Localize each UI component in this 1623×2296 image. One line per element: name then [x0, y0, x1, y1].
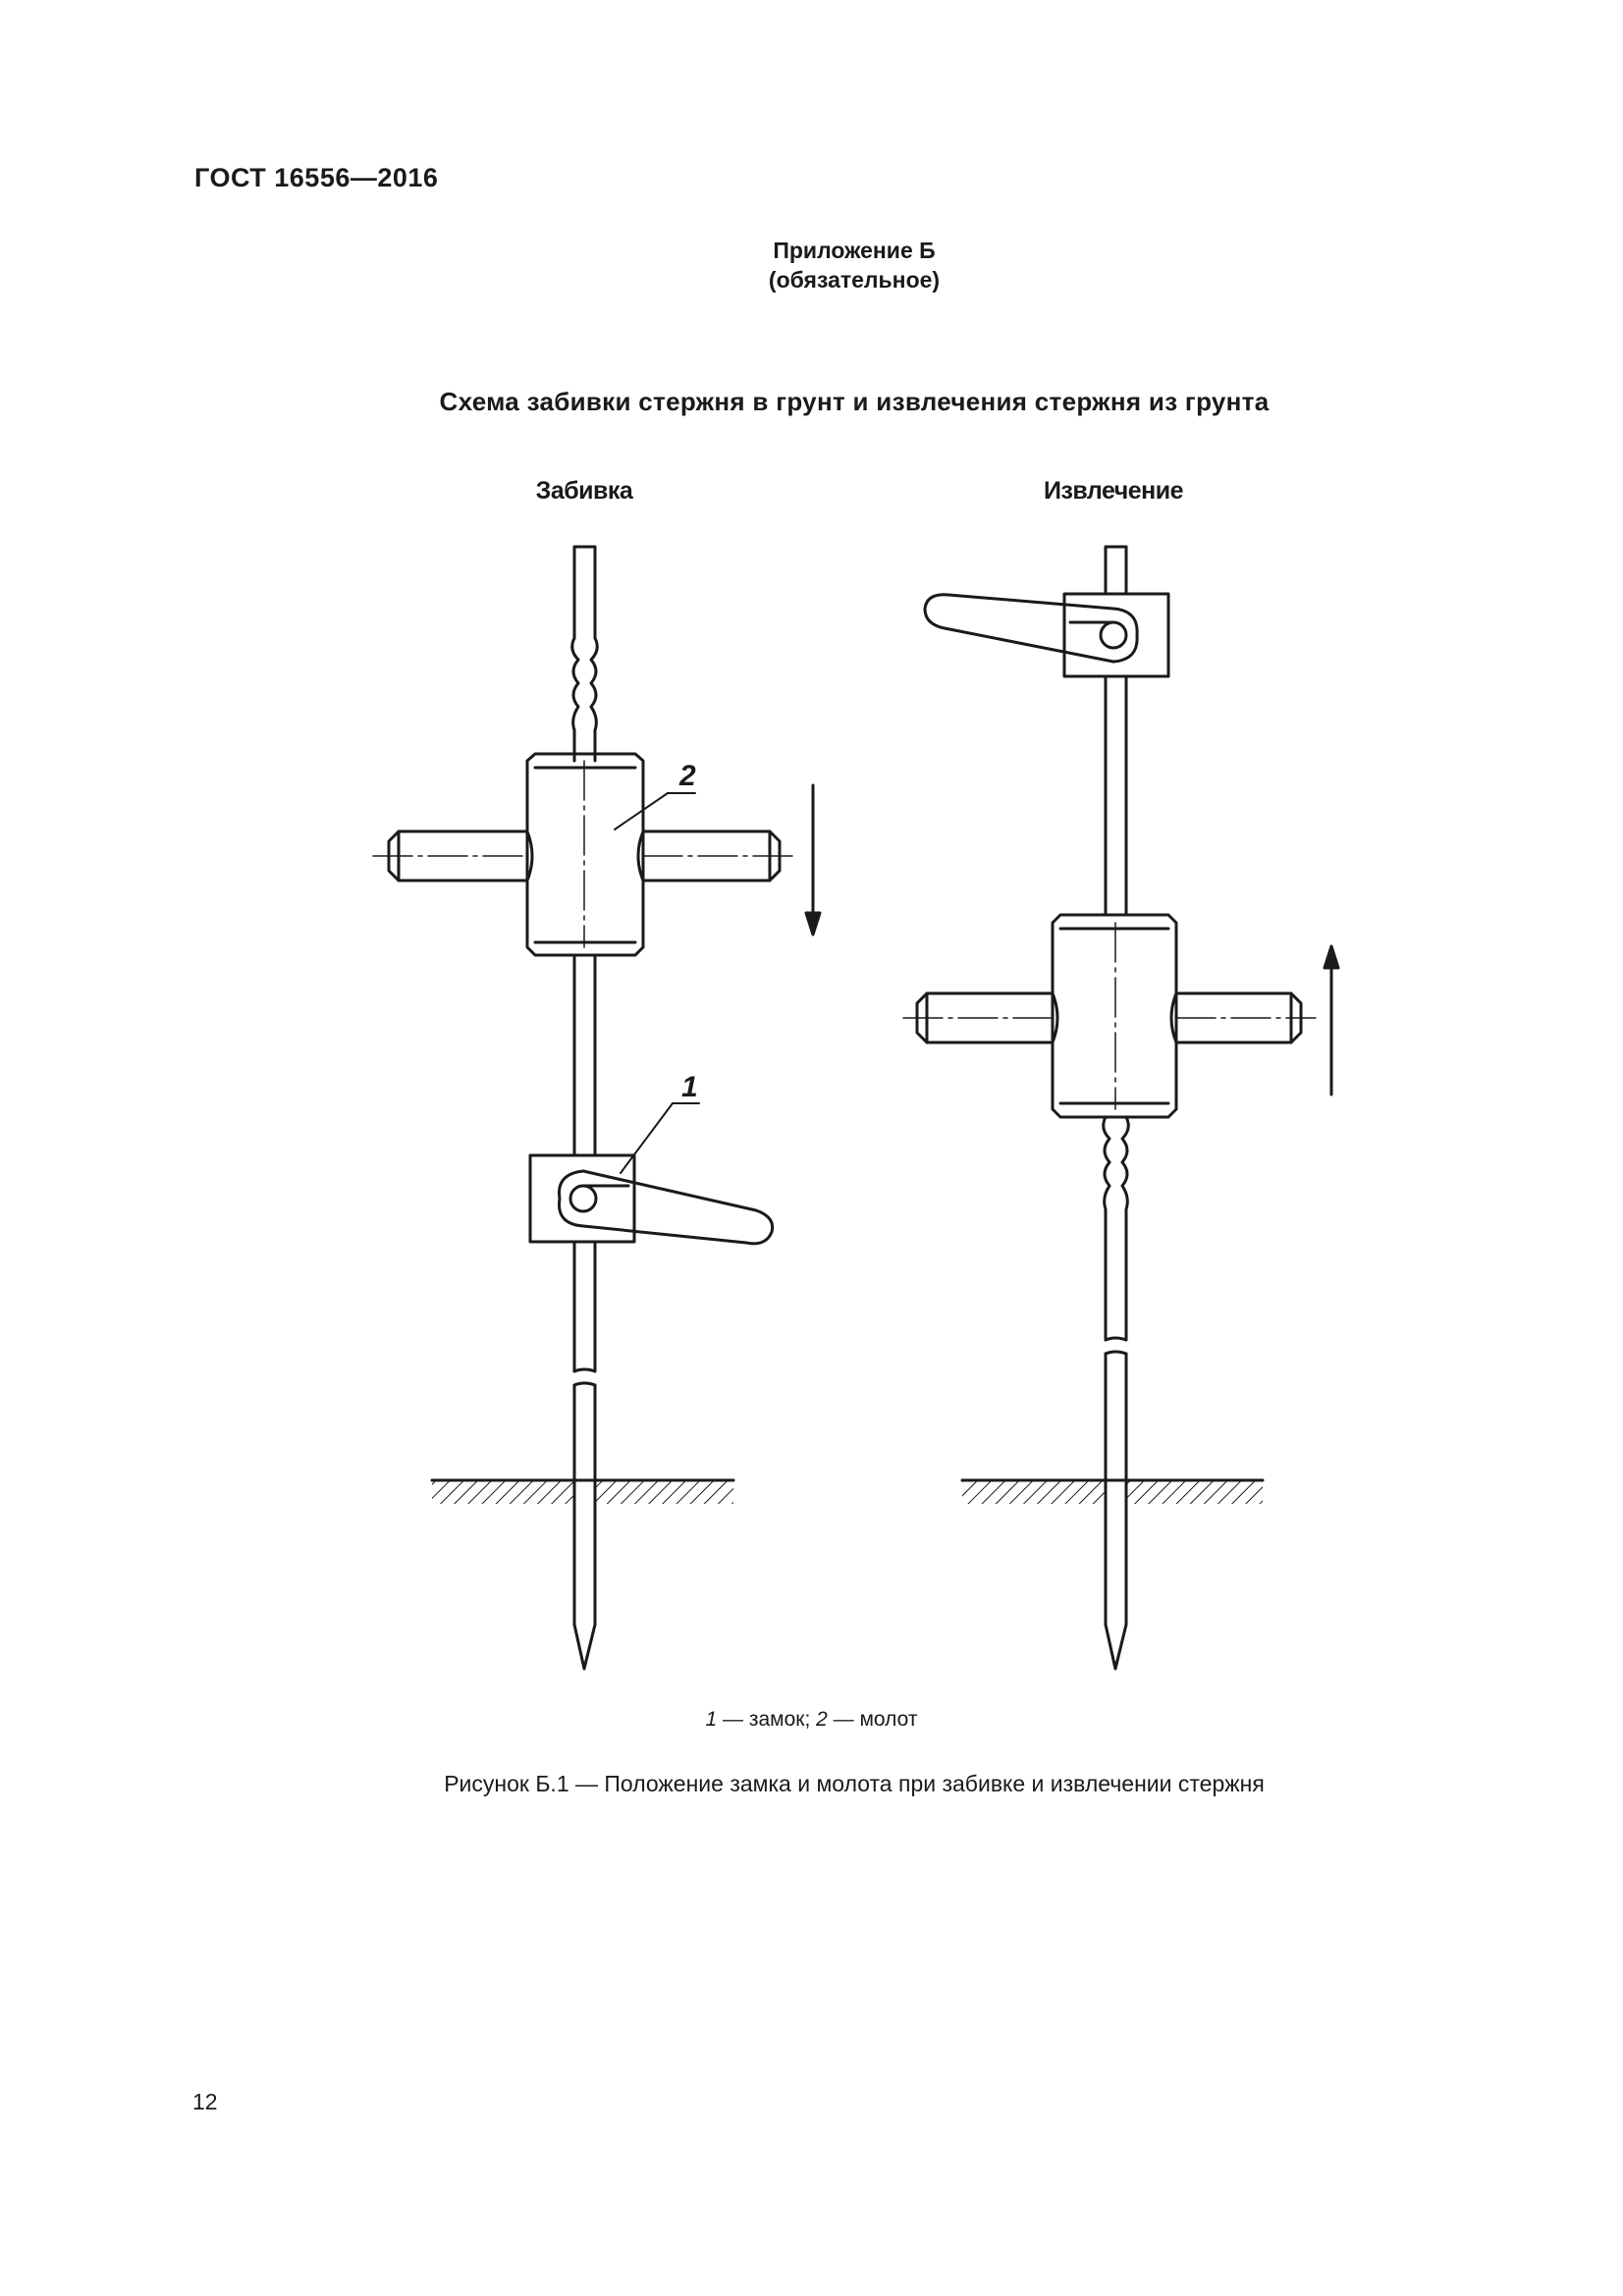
legend-item1-number: 1 — [705, 1708, 718, 1731]
extraction-ground — [962, 1480, 1263, 1504]
drawing-label-extraction: Извлечение — [1043, 477, 1184, 505]
legend-item2-number: 2 — [816, 1708, 828, 1731]
extraction-hammer — [917, 915, 1301, 1117]
appendix-status: (обязательное) — [768, 267, 941, 293]
driving-callout-leaders — [615, 793, 699, 1173]
legend-item1-text: — замок; — [717, 1708, 817, 1731]
driving-rod-lower — [574, 1242, 595, 1669]
drawing-label-driving: Забивка — [535, 477, 633, 505]
extraction-rod-middle — [1106, 676, 1126, 915]
driving-rod-upper — [572, 547, 598, 761]
extraction-direction-arrow — [1325, 946, 1338, 1095]
driving-rod-middle — [574, 955, 595, 1155]
figure-legend — [0, 1708, 1623, 1732]
legend-item2-text: — молот — [827, 1708, 918, 1731]
callout-lock-number: 1 — [681, 1071, 698, 1103]
appendix-title: Приложение Б — [773, 238, 936, 263]
callout-hammer-number: 2 — [679, 760, 696, 792]
driving-direction-arrow — [806, 785, 820, 934]
driving-ground — [432, 1480, 733, 1504]
extraction-center-lines — [903, 923, 1316, 1109]
extraction-lock — [925, 594, 1168, 676]
extraction-rod-lower — [1104, 1117, 1129, 1669]
document-standard-header: ГОСТ 16556—2016 — [194, 163, 439, 192]
driving-assembly — [389, 547, 820, 1669]
section-title: Схема забивки стержня в грунт и извлечения стержня из грунта — [439, 387, 1270, 416]
driving-center-lines — [373, 761, 795, 947]
page-number: 12 — [192, 2089, 218, 2114]
extraction-rod-upper — [1106, 547, 1126, 594]
extraction-assembly — [917, 547, 1338, 1669]
driving-lock — [530, 1155, 773, 1244]
figure-caption: Рисунок Б.1 — Положение замка и молота при забивке и извлечении стержня — [444, 1771, 1265, 1796]
